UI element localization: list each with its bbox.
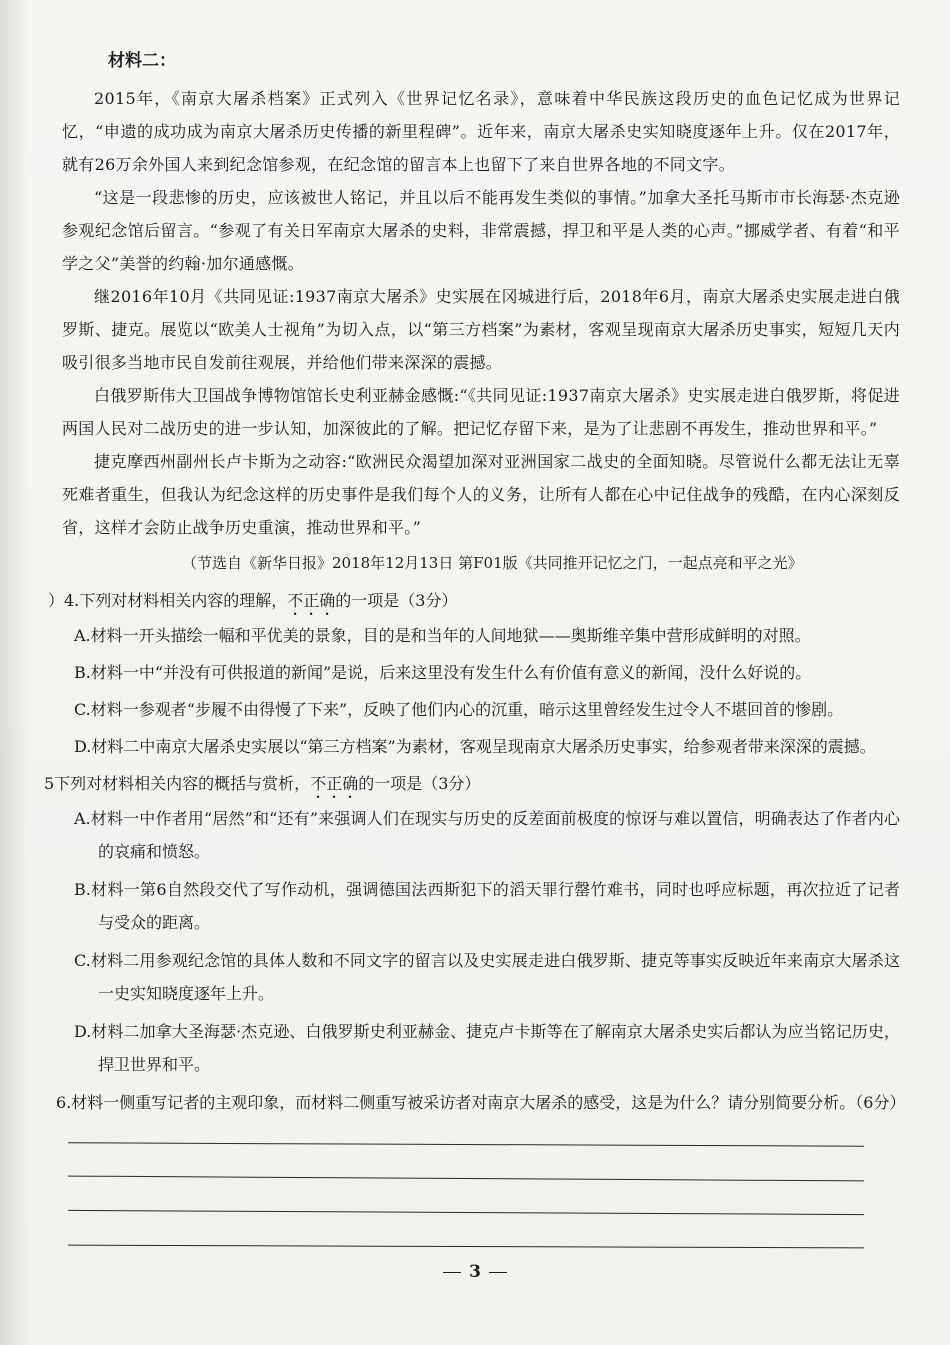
question-4-prefix: ）4.下列对材料相关内容的理解， [48,591,288,610]
material2-source: （节选自《新华日报》2018年12月13日 第F01版《共同推开记忆之门，一起点亮和平之光》 [182,554,803,572]
page-content [44,46,906,1247]
question-4-option-b[interactable]: B.材料一中“并没有可供报道的新闻”是说，后来这里没有发生什么有价值有意义的新闻，没什么好说的。 [74,663,812,682]
page-edge-shadow [0,0,28,1345]
question-6 [56,1086,906,1247]
question-5-option-b[interactable]: B.材料一第6自然段交代了写作动机，强调德国法西斯犯下的滔天罪行罄竹难书，同时也呼应标题，再次拉近了记者与受众的距离。 [74,880,900,932]
answer-line[interactable] [68,1245,864,1249]
material2-heading: 材料二： [108,51,176,71]
material2-paragraph-5: 捷克摩西州副州长卢卡斯为之动容:“欧洲民众渴望加深对亚洲国家二战史的全面知晓。尽管说什么都无法让无辜死难者重生，但我认为纪念这样的历史事件是我们每个人的义务，让所有人都在心中记住战争的残酷，在内心深刻反省，这样才会防止战争历史重演，推动世界和平。” [62,452,900,537]
question-4-option-c[interactable]: C.材料一参观者“步履不由得慢了下来”，反映了他们内心的沉重，暗示这里曾经发生过令人不堪回首的惨剧。 [74,700,844,719]
page-number-dash-right [489,1272,507,1273]
question-4-option-a[interactable]: A.材料一开头描绘一幅和平优美的景象，目的是和当年的人间地狱——奥斯维辛集中营形成鲜明的对照。 [74,626,811,645]
page-number [0,1262,950,1282]
question-4-suffix: 的一项是（3分） [335,591,458,610]
question-5-option-d[interactable]: D.材料二加拿大圣海瑟·杰克逊、白俄罗斯史利亚赫金、捷克卢卡斯等在了解南京大屠杀史实后都认为应当铭记历史，捍卫世界和平。 [74,1022,900,1074]
question-5-option-a[interactable]: A.材料一中作者用“居然”和“还有”来强调人们在现实与历史的反差面前极度的惊讶与难以置信，明确表达了作者内心的哀痛和愤怒。 [74,809,900,861]
question-4-emphasis: 不正确 [287,591,336,610]
question-4-stem [48,584,900,619]
question-5-prefix: 5下列对材料相关内容的概括与赏析， [44,774,311,793]
page-number-value: 3 [469,1262,481,1282]
question-6-stem: 6.材料一侧重写记者的主观印象，而材料二侧重写被采访者对南京大屠杀的感受，这是为什么？请分别简要分析。（6分） [56,1093,906,1112]
answer-line[interactable] [68,1176,864,1182]
answer-line[interactable] [68,1142,864,1146]
material2-paragraph-2: “这是一段悲惨的历史，应该被世人铭记，并且以后不能再发生类似的事情。”加拿大圣托马斯市市长海瑟·杰克逊参观纪念馆后留言。“参观了有关日军南京大屠杀的史料，非常震撼，捍卫和平是人类的心声。”挪威学者、有着“和平学之父”美誉的约翰·加尔通感慨。 [62,188,900,273]
question-5-option-c[interactable]: C.材料二用参观纪念馆的具体人数和不同文字的留言以及史实展走进白俄罗斯、捷克等事实反映近年来南京大屠杀这一史实知晓度逐年上升。 [74,951,900,1003]
question-4-option-d[interactable]: D.材料二中南京大屠杀史实展以“第三方档案”为素材，客观呈现南京大屠杀历史事实，给参观者带来深深的震撼。 [74,737,876,756]
question-5-emphasis: 不正确 [310,774,359,793]
question-4 [48,584,900,763]
material2-paragraph-4: 白俄罗斯伟大卫国战争博物馆馆长史利亚赫金感慨:“《共同见证:1937南京大屠杀》史实展走进白俄罗斯，将促进两国人民对二战历史的进一步认知，加深彼此的了解。把记忆存留下来，是为了让悲剧不再发生，推动世界和平。” [62,386,900,438]
question-5 [44,767,900,1081]
answer-area[interactable] [68,1144,864,1247]
material2-paragraph-3: 继2016年10月《共同见证:1937南京大屠杀》史实展在冈城进行后，2018年6月，南京大屠杀史实展走进白俄罗斯、捷克。展览以“欧美人士视角”为切入点，以“第三方档案”为素材，客观呈现南京大屠杀历史事实，短短几天内吸引很多当地市民自发前往观展，并给他们带来深深的震撼。 [62,287,900,372]
material2-paragraph-1: 2015年，《南京大屠杀档案》正式列入《世界记忆名录》，意味着中华民族这段历史的血色记忆成为世界记忆，“申遗的成功成为南京大屠杀历史传播的新里程碑”。近年来，南京大屠杀史实知晓度逐年上升。仅在2017年，就有26万余外国人来到纪念馆参观，在纪念馆的留言本上也留下了来自世界各地的不同文字。 [62,89,900,174]
question-5-stem [44,767,900,802]
page-number-dash-left [443,1272,461,1273]
answer-line[interactable] [68,1210,864,1215]
question-5-suffix: 的一项是（3分） [358,774,481,793]
